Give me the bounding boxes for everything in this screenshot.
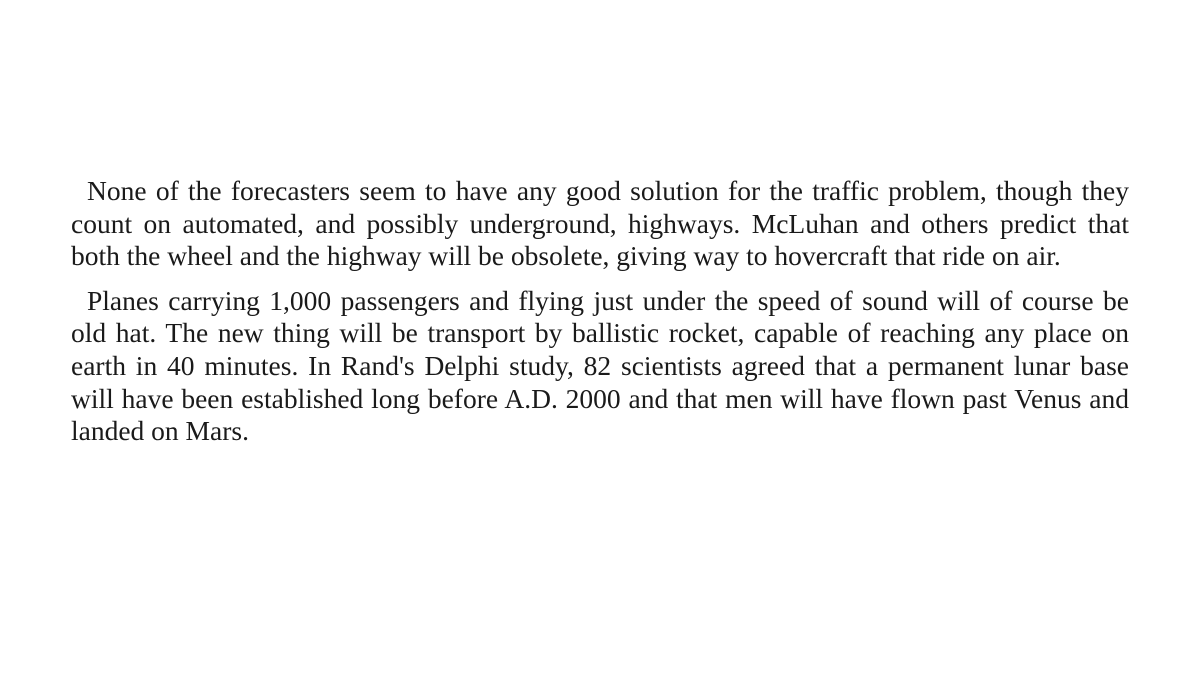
paragraph-traffic: None of the forecasters seem to have any good solution for the traffic problem, though they count on automated, and possibly underground, highways. McLuhan and others predict that both the wheel and the highway will be obsolete, giving way to hovercraft that ride on air. [71,175,1129,272]
document-body [71,175,1129,448]
paragraph-transport: Planes carrying 1,000 passengers and flying just under the speed of sound will of course be old hat. The new thing will be transport by ballistic rocket, capable of reaching any place on earth in 40 minutes. In Rand's Delphi study, 82 scientists agreed that a permanent lunar base will have been established long before A.D. 2000 and that men will have flown past Venus and landed on Mars. [71,284,1129,447]
